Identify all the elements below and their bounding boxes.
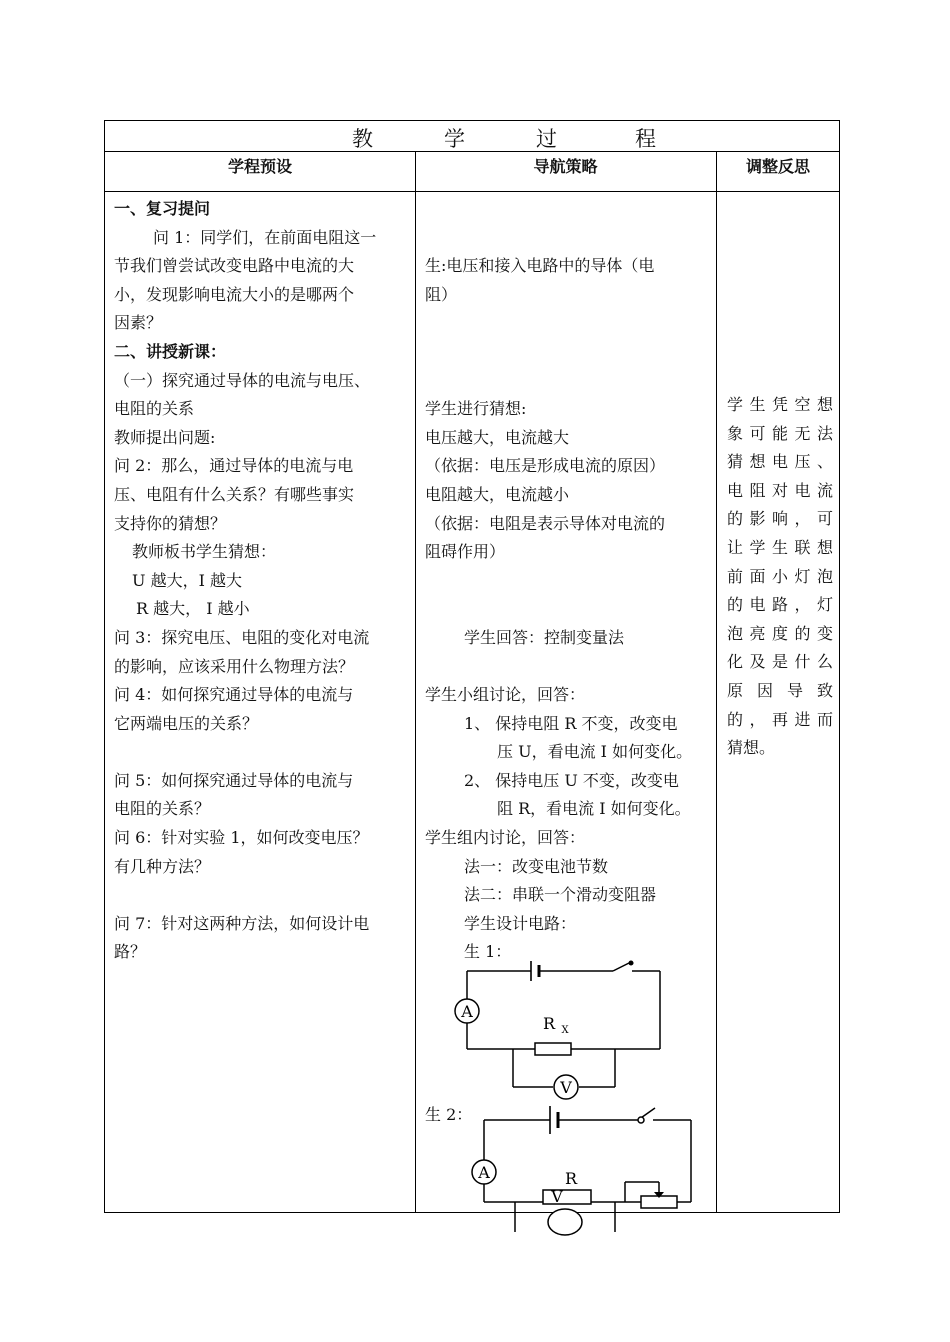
col2-content	[425, 195, 715, 967]
text-line: R 越大， I 越小	[136, 599, 250, 619]
text-line: 的，再进而	[727, 709, 833, 729]
text-line: （依据：电阻是表示导体对电流的	[425, 513, 666, 533]
voltmeter-label: V	[551, 1187, 563, 1206]
text-line: 压、电阻有什么关系？有哪些事实	[114, 484, 355, 504]
student2-label: 生 2：	[425, 1105, 473, 1124]
text-line: 法一：改变电池节数	[464, 856, 609, 876]
header-row	[105, 152, 839, 192]
text-line: （依据：电压是形成电流的原因）	[425, 456, 666, 476]
text-line: 学生回答：控制变量法	[464, 627, 625, 647]
text-line: 节我们曾尝试改变电路中电流的大	[114, 256, 355, 276]
voltmeter-label: V	[560, 1078, 572, 1097]
text-line: 问 5：如何探究通过导体的电流与	[114, 770, 354, 790]
blank-line	[425, 224, 715, 253]
switch-contact	[629, 961, 633, 965]
text-line: 教师提出问题:	[114, 427, 216, 447]
col1-content	[114, 195, 410, 967]
text-line: 学生凭空想	[727, 395, 833, 414]
circuit-diagram-2	[465, 1096, 705, 1212]
text-line: 问 4：如何探究通过导体的电流与	[114, 685, 354, 705]
text-line: 教师板书学生猜想：	[132, 542, 277, 562]
text-line: 问 3：探究电压、电阻的变化对电流	[114, 627, 370, 647]
text-line: 原因导致	[727, 680, 833, 700]
blank-line	[425, 367, 715, 396]
text-line: 问 6：针对实验 1，如何改变电压？	[114, 828, 369, 848]
blank-line	[425, 338, 715, 367]
text-line: （一）探究通过导体的电流与电压、	[114, 370, 371, 390]
text-line: 小，发现影响电流大小的是哪两个	[114, 284, 355, 304]
blank-line	[114, 881, 410, 910]
voltmeter-circle	[548, 1209, 582, 1235]
title-char: 程	[635, 127, 656, 151]
text-line: 电压越大，电流越大	[425, 427, 570, 447]
ammeter-label: A	[461, 1002, 473, 1021]
resistor-subscript: X	[561, 1025, 569, 1036]
section-heading: 一、复习提问	[114, 199, 211, 218]
text-line: 生:电压和接入电路中的导体（电	[425, 256, 655, 276]
lesson-table	[104, 120, 840, 1213]
text-line: 问 7：针对这两种方法，如何设计电	[114, 913, 370, 933]
blank-line	[425, 309, 715, 338]
list-item-cont: 阻 R，看电流 I 如何变化。	[497, 799, 691, 819]
text-line: 前面小灯泡	[727, 566, 833, 586]
text-line: 路？	[114, 942, 147, 962]
text-line: 让学生联想	[727, 537, 833, 557]
text-line: 它两端电压的关系？	[114, 713, 259, 733]
title-char: 教	[352, 127, 373, 151]
text-line: 的电路，灯	[727, 595, 833, 615]
text-line: 的影响，应该采用什么物理方法？	[114, 656, 355, 676]
header-col2: 导航策略	[533, 157, 598, 176]
section-heading: 二、讲授新课：	[114, 341, 227, 361]
text-line: 支持你的猜想？	[114, 513, 227, 533]
resistor-label: R	[564, 1169, 578, 1188]
text-line: 电阻的关系	[114, 399, 195, 419]
blank-line	[114, 738, 410, 767]
text-line: 象可能无法	[727, 423, 833, 443]
slider-arrow	[654, 1192, 664, 1198]
text-line: 生 1：	[464, 942, 512, 962]
text-line: 问 1：同学们，在前面电阻这一	[153, 227, 377, 247]
resistor-rx	[535, 1043, 571, 1055]
list-item-cont: 压 U，看电流 I 如何变化。	[497, 742, 693, 762]
text-line: 化及是什么	[727, 652, 833, 672]
text-line: 电阻越大，电流越小	[425, 484, 570, 504]
text-line: 学生进行猜想:	[425, 399, 527, 419]
text-line: 法二：串联一个滑动变阻器	[464, 885, 657, 905]
text-line: 的影响，可	[727, 509, 833, 529]
text-line: 泡亮度的变	[727, 623, 833, 643]
text-line: 电阻对电流	[727, 480, 833, 500]
title-char: 学	[444, 127, 465, 151]
title-char: 过	[536, 127, 557, 151]
blank-line	[425, 567, 715, 596]
ammeter-label: A	[478, 1163, 490, 1182]
blank-line	[425, 595, 715, 624]
resistor-r	[543, 1190, 591, 1204]
text-line: 阻碍作用）	[425, 542, 506, 562]
header-col1: 学程预设	[227, 157, 292, 176]
text-line: 问 2：那么，通过导体的电流与电	[114, 456, 354, 476]
text-line: 电阻的关系？	[114, 799, 211, 819]
circuit-diagram-1	[445, 961, 675, 1097]
resistor-label: R	[542, 1014, 556, 1033]
blank-line	[425, 195, 715, 224]
list-item: 1、 保持电阻 R 不变，改变电	[464, 713, 678, 733]
col3-content	[727, 391, 833, 763]
switch-blade	[613, 963, 629, 971]
list-item: 2、 保持电压 U 不变，改变电	[464, 770, 679, 790]
text-line: 学生小组讨论，回答：	[425, 685, 586, 705]
text-line: U 越大，I 越大	[132, 570, 242, 590]
text-line: 猜想电压、	[727, 452, 833, 472]
text-line: 阻）	[425, 284, 458, 304]
switch-contact	[638, 1117, 644, 1123]
column-divider	[716, 152, 717, 1212]
text-line: 有几种方法？	[114, 856, 211, 876]
text-line: 学生设计电路：	[464, 913, 577, 933]
text-line: 学生组内讨论，回答：	[425, 828, 586, 848]
blank-line	[425, 653, 715, 682]
text-line: 猜想。	[727, 738, 776, 758]
text-line: 因素？	[114, 313, 163, 333]
table-title	[105, 121, 839, 152]
header-col3: 调整反思	[745, 157, 810, 176]
column-divider	[415, 152, 416, 1212]
